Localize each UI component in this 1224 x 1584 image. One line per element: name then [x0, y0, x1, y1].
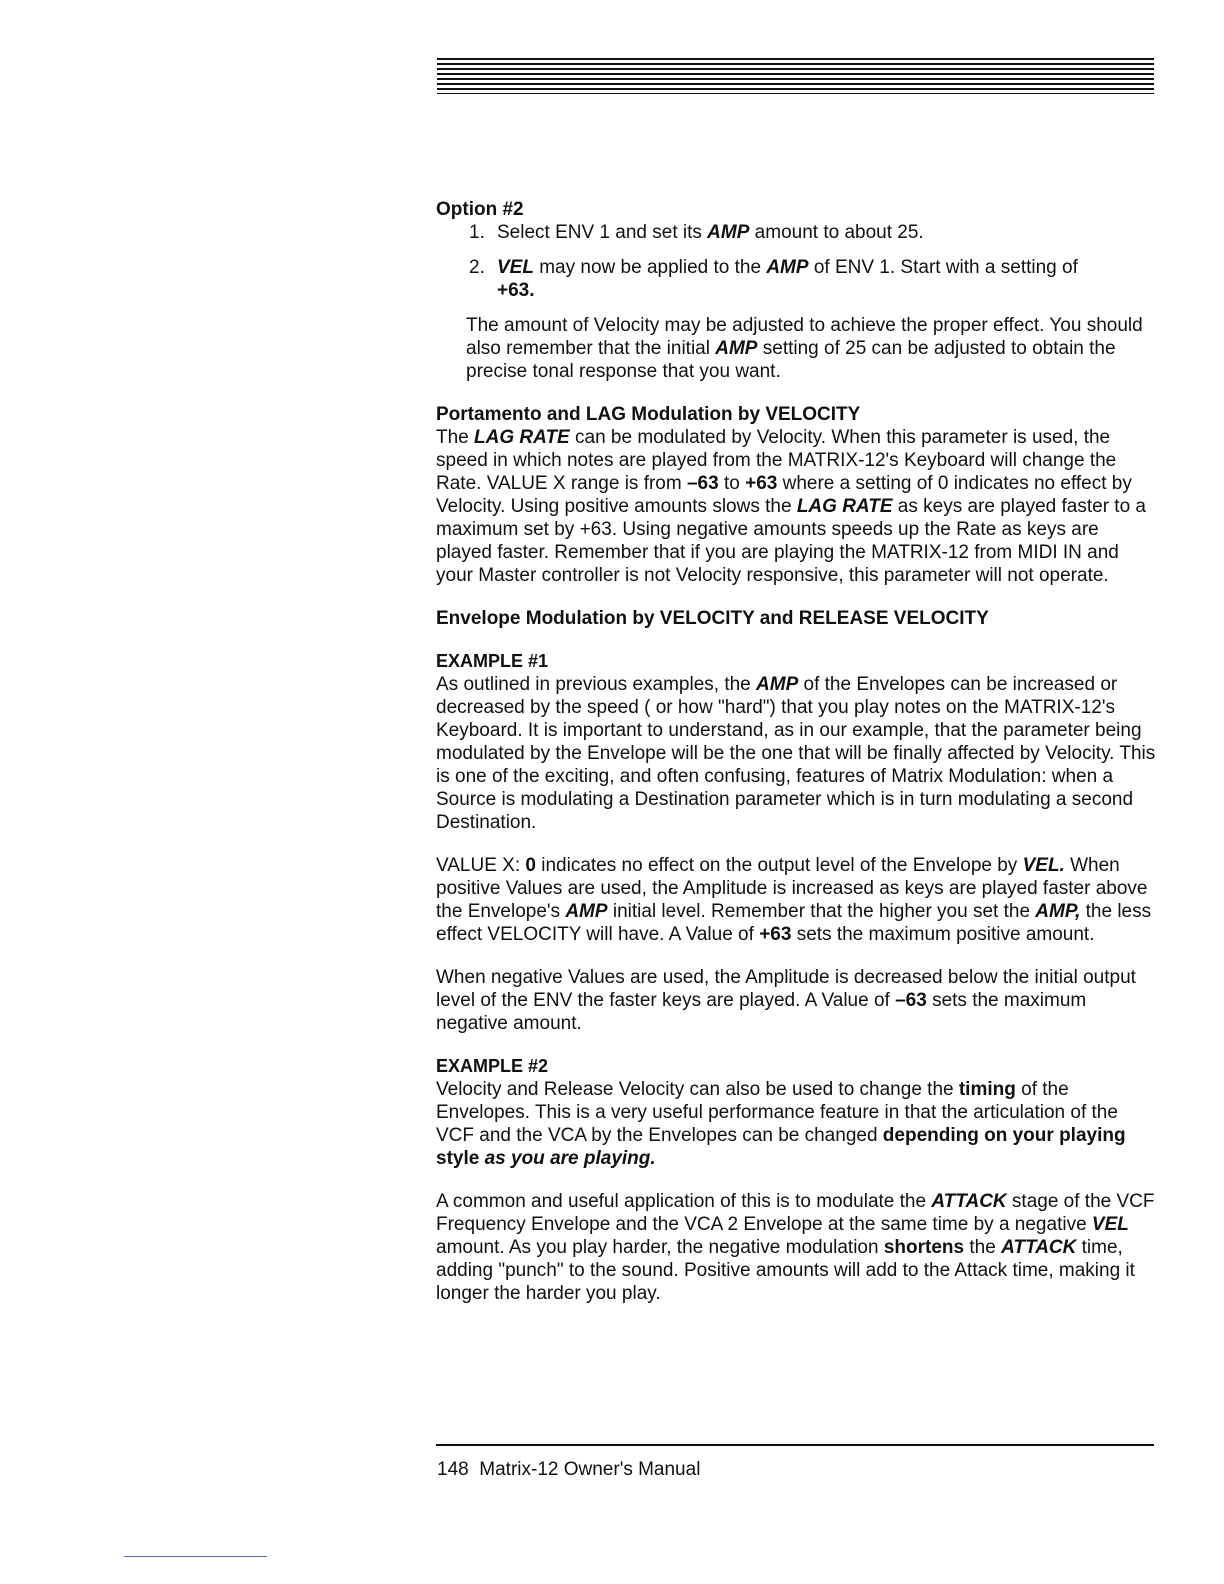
header-rule-bar — [437, 58, 1154, 94]
portamento-paragraph: The LAG RATE can be modulated by Velocity. When this parameter is used, the speed in which notes are played from the MATRIX-12's Keyboard will change the Rate. VALUE X range is from –63 to +63 where a setting of 0 indicates no effect by Velocity. Using positive amounts slows the LAG RATE as keys are played faster to a maximum set by +63. Using negative amounts speeds up the Rate as keys are played faster. Remember that if you are playing the MATRIX-12 from MIDI IN and your Master controller is not Velocity responsive, this parameter will not operate. — [436, 427, 1146, 586]
portamento-heading: Portamento and LAG Modulation by VELOCITY — [436, 404, 861, 425]
envelope-heading: Envelope Modulation by VELOCITY and RELEASE VELOCITY — [436, 608, 989, 629]
example1-heading: EXAMPLE #1 — [436, 651, 549, 671]
bottom-edge-line — [124, 1556, 267, 1557]
common-application-paragraph: A common and useful application of this is to modulate the ATTACK stage of the VCF Frequency Envelope and the VCA 2 Envelope at the same time by a negative VEL amount. As you play harder, the negative modulation shortens the ATTACK time, adding "punch" to the sound. Positive amounts will add to the Attack time, making it longer the harder you play. — [436, 1191, 1155, 1304]
page-footer — [437, 1458, 700, 1481]
negative-paragraph: When negative Values are used, the Amplitude is decreased below the initial output level of the ENV the faster keys are played. A Value of –63 sets the maximum negative amount. — [436, 967, 1136, 1034]
manual-title: Matrix-12 Owner's Manual — [479, 1459, 701, 1480]
step-2: 2. VEL may now be applied to the AMP of ENV 1. Start with a setting of +63. — [469, 257, 1078, 301]
example1-paragraph: As outlined in previous examples, the AMP of the Envelopes can be increased or decreased by the speed ( or how "hard") that you play notes on the MATRIX-12's Keyboard. It is important to understand, as in our example, that the parameter being modulated by the Envelope will be the one that will be finally affected by Velocity. This is one of the exciting, and often confusing, features of Matrix Modulation: when a Source is modulating a Destination parameter which is in turn modulating a second Destination. — [436, 674, 1156, 833]
valuex-paragraph: VALUE X: 0 indicates no effect on the output level of the Envelope by VEL. When positive Values are used, the Amplitude is increased as keys are played faster above the Envelope's AMP initial level. Remember that the higher you set the AMP, the less effect VELOCITY will have. A Value of +63 sets the maximum positive amount. — [436, 855, 1152, 945]
example2-paragraph: Velocity and Release Velocity can also be used to change the timing of the Envelopes. This is a very useful performance feature in that the articulation of the VCF and the VCA by the Envelopes can be changed depending on your playing style as you are playing. — [436, 1079, 1126, 1169]
page-content — [436, 198, 1156, 1305]
option2-paragraph: The amount of Velocity may be adjusted to achieve the proper effect. You should also remember that the initial AMP setting of 25 can be adjusted to obtain the precise tonal response that you want. — [466, 315, 1143, 382]
step-1: 1. Select ENV 1 and set its AMP amount to about 25. — [469, 222, 924, 243]
option2-heading: Option #2 — [436, 199, 524, 220]
example2-heading: EXAMPLE #2 — [436, 1056, 549, 1076]
footer-rule — [436, 1444, 1154, 1446]
page-number: 148 — [437, 1459, 469, 1480]
option2-steps — [469, 221, 1156, 302]
